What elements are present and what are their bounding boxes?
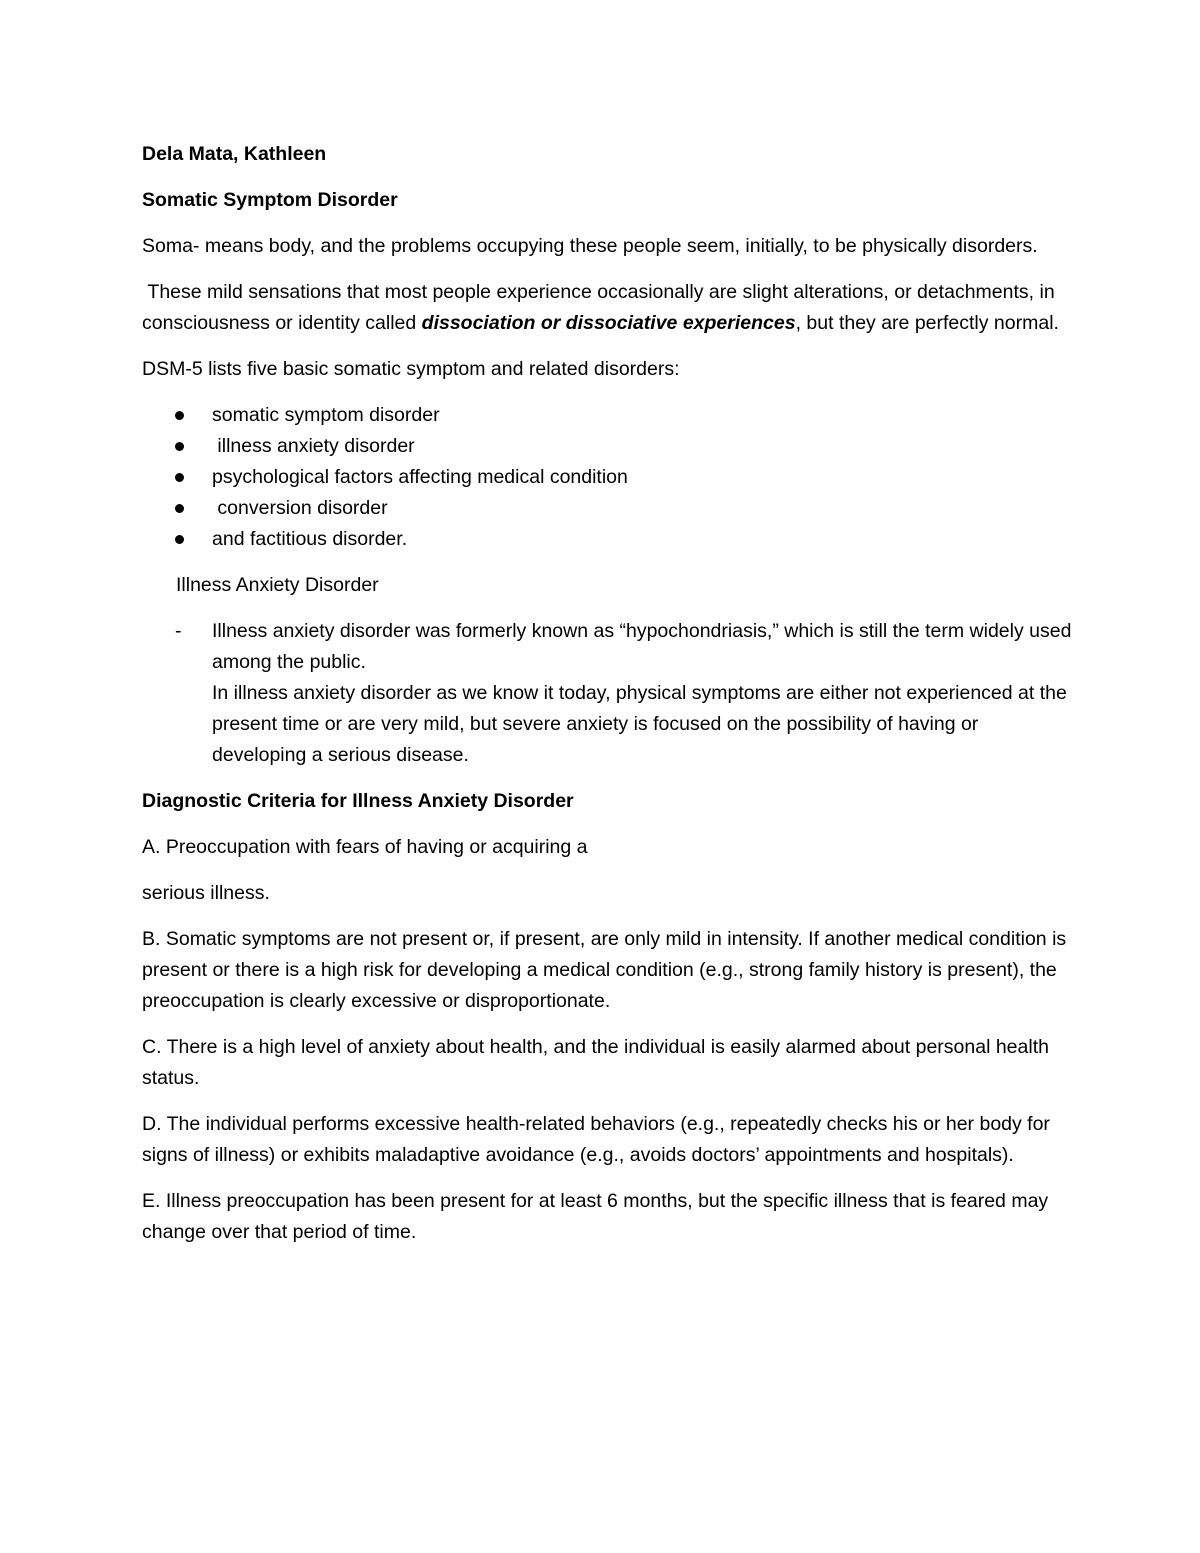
section-heading: Somatic Symptom Disorder xyxy=(142,189,398,211)
bullet-icon xyxy=(175,442,184,451)
bullet-icon xyxy=(175,473,184,482)
list-item xyxy=(142,400,1072,431)
list-item-text: and factitious disorder. xyxy=(212,528,408,550)
list-item xyxy=(142,524,1072,555)
criteria-c: C. There is a high level of anxiety about health, and the individual is easily alarmed about personal health status. xyxy=(142,1036,1049,1089)
list-item xyxy=(142,493,1072,524)
bullet-icon xyxy=(175,535,184,544)
disorder-list xyxy=(142,400,1072,555)
criteria-heading: Diagnostic Criteria for Illness Anxiety Disorder xyxy=(142,790,574,812)
description-paragraph-1: Illness anxiety disorder was formerly known as “hypochondriasis,” which is still the term widely used among the public. xyxy=(212,620,1072,673)
list-item-text: illness anxiety disorder xyxy=(212,435,415,457)
dash-marker: - xyxy=(175,620,182,642)
bullet-icon xyxy=(175,411,184,420)
criteria-d: D. The individual performs excessive health-related behaviors (e.g., repeatedly checks his or her body for signs of illness) or exhibits maladaptive avoidance (e.g., avoids doctors’ appointments and hospitals). xyxy=(142,1113,1050,1166)
criteria-b: B. Somatic symptoms are not present or, if present, are only mild in intensity. If another medical condition is present or there is a high risk for developing a medical condition (e.g., strong family history is present), the preoccupation is clearly excessive or disproportionate. xyxy=(142,928,1067,1012)
criteria-a-line-2: serious illness. xyxy=(142,882,270,904)
paragraph-soma: Soma- means body, and the problems occupying these people seem, initially, to be physically disorders. xyxy=(142,235,1038,257)
author-name: Dela Mata, Kathleen xyxy=(142,143,327,165)
list-intro: DSM-5 lists five basic somatic symptom and related disorders: xyxy=(142,358,680,380)
description-paragraph-2: In illness anxiety disorder as we know it today, physical symptoms are either not experienced at the present time or are very mild, but severe anxiety is focused on the possibility of having or developing a serious disease. xyxy=(212,682,1067,766)
list-item-text: somatic symptom disorder xyxy=(212,404,440,426)
illness-anxiety-description xyxy=(142,616,1072,771)
document-body xyxy=(142,139,1072,1263)
bullet-icon xyxy=(175,504,184,513)
criteria-a-line-1: A. Preoccupation with fears of having or acquiring a xyxy=(142,836,588,858)
criteria-e: E. Illness preoccupation has been present for at least 6 months, but the specific illness that is feared may change over that period of time. xyxy=(142,1190,1049,1243)
list-item-text: conversion disorder xyxy=(212,497,388,519)
list-item-text: psychological factors affecting medical condition xyxy=(212,466,628,488)
dissociation-emphasis: dissociation or dissociative experiences xyxy=(421,312,796,334)
paragraph-dissociation-text-start: These mild sensations that most people experience occasionally are slight alterations, or detachments, in consciousness or identity called xyxy=(142,281,1061,334)
list-item xyxy=(142,462,1072,493)
paragraph-dissociation xyxy=(142,277,1072,339)
subheading-illness-anxiety: Illness Anxiety Disorder xyxy=(176,574,379,596)
list-item xyxy=(142,431,1072,462)
paragraph-dissociation-text-end: , but they are perfectly normal. xyxy=(795,312,1059,334)
